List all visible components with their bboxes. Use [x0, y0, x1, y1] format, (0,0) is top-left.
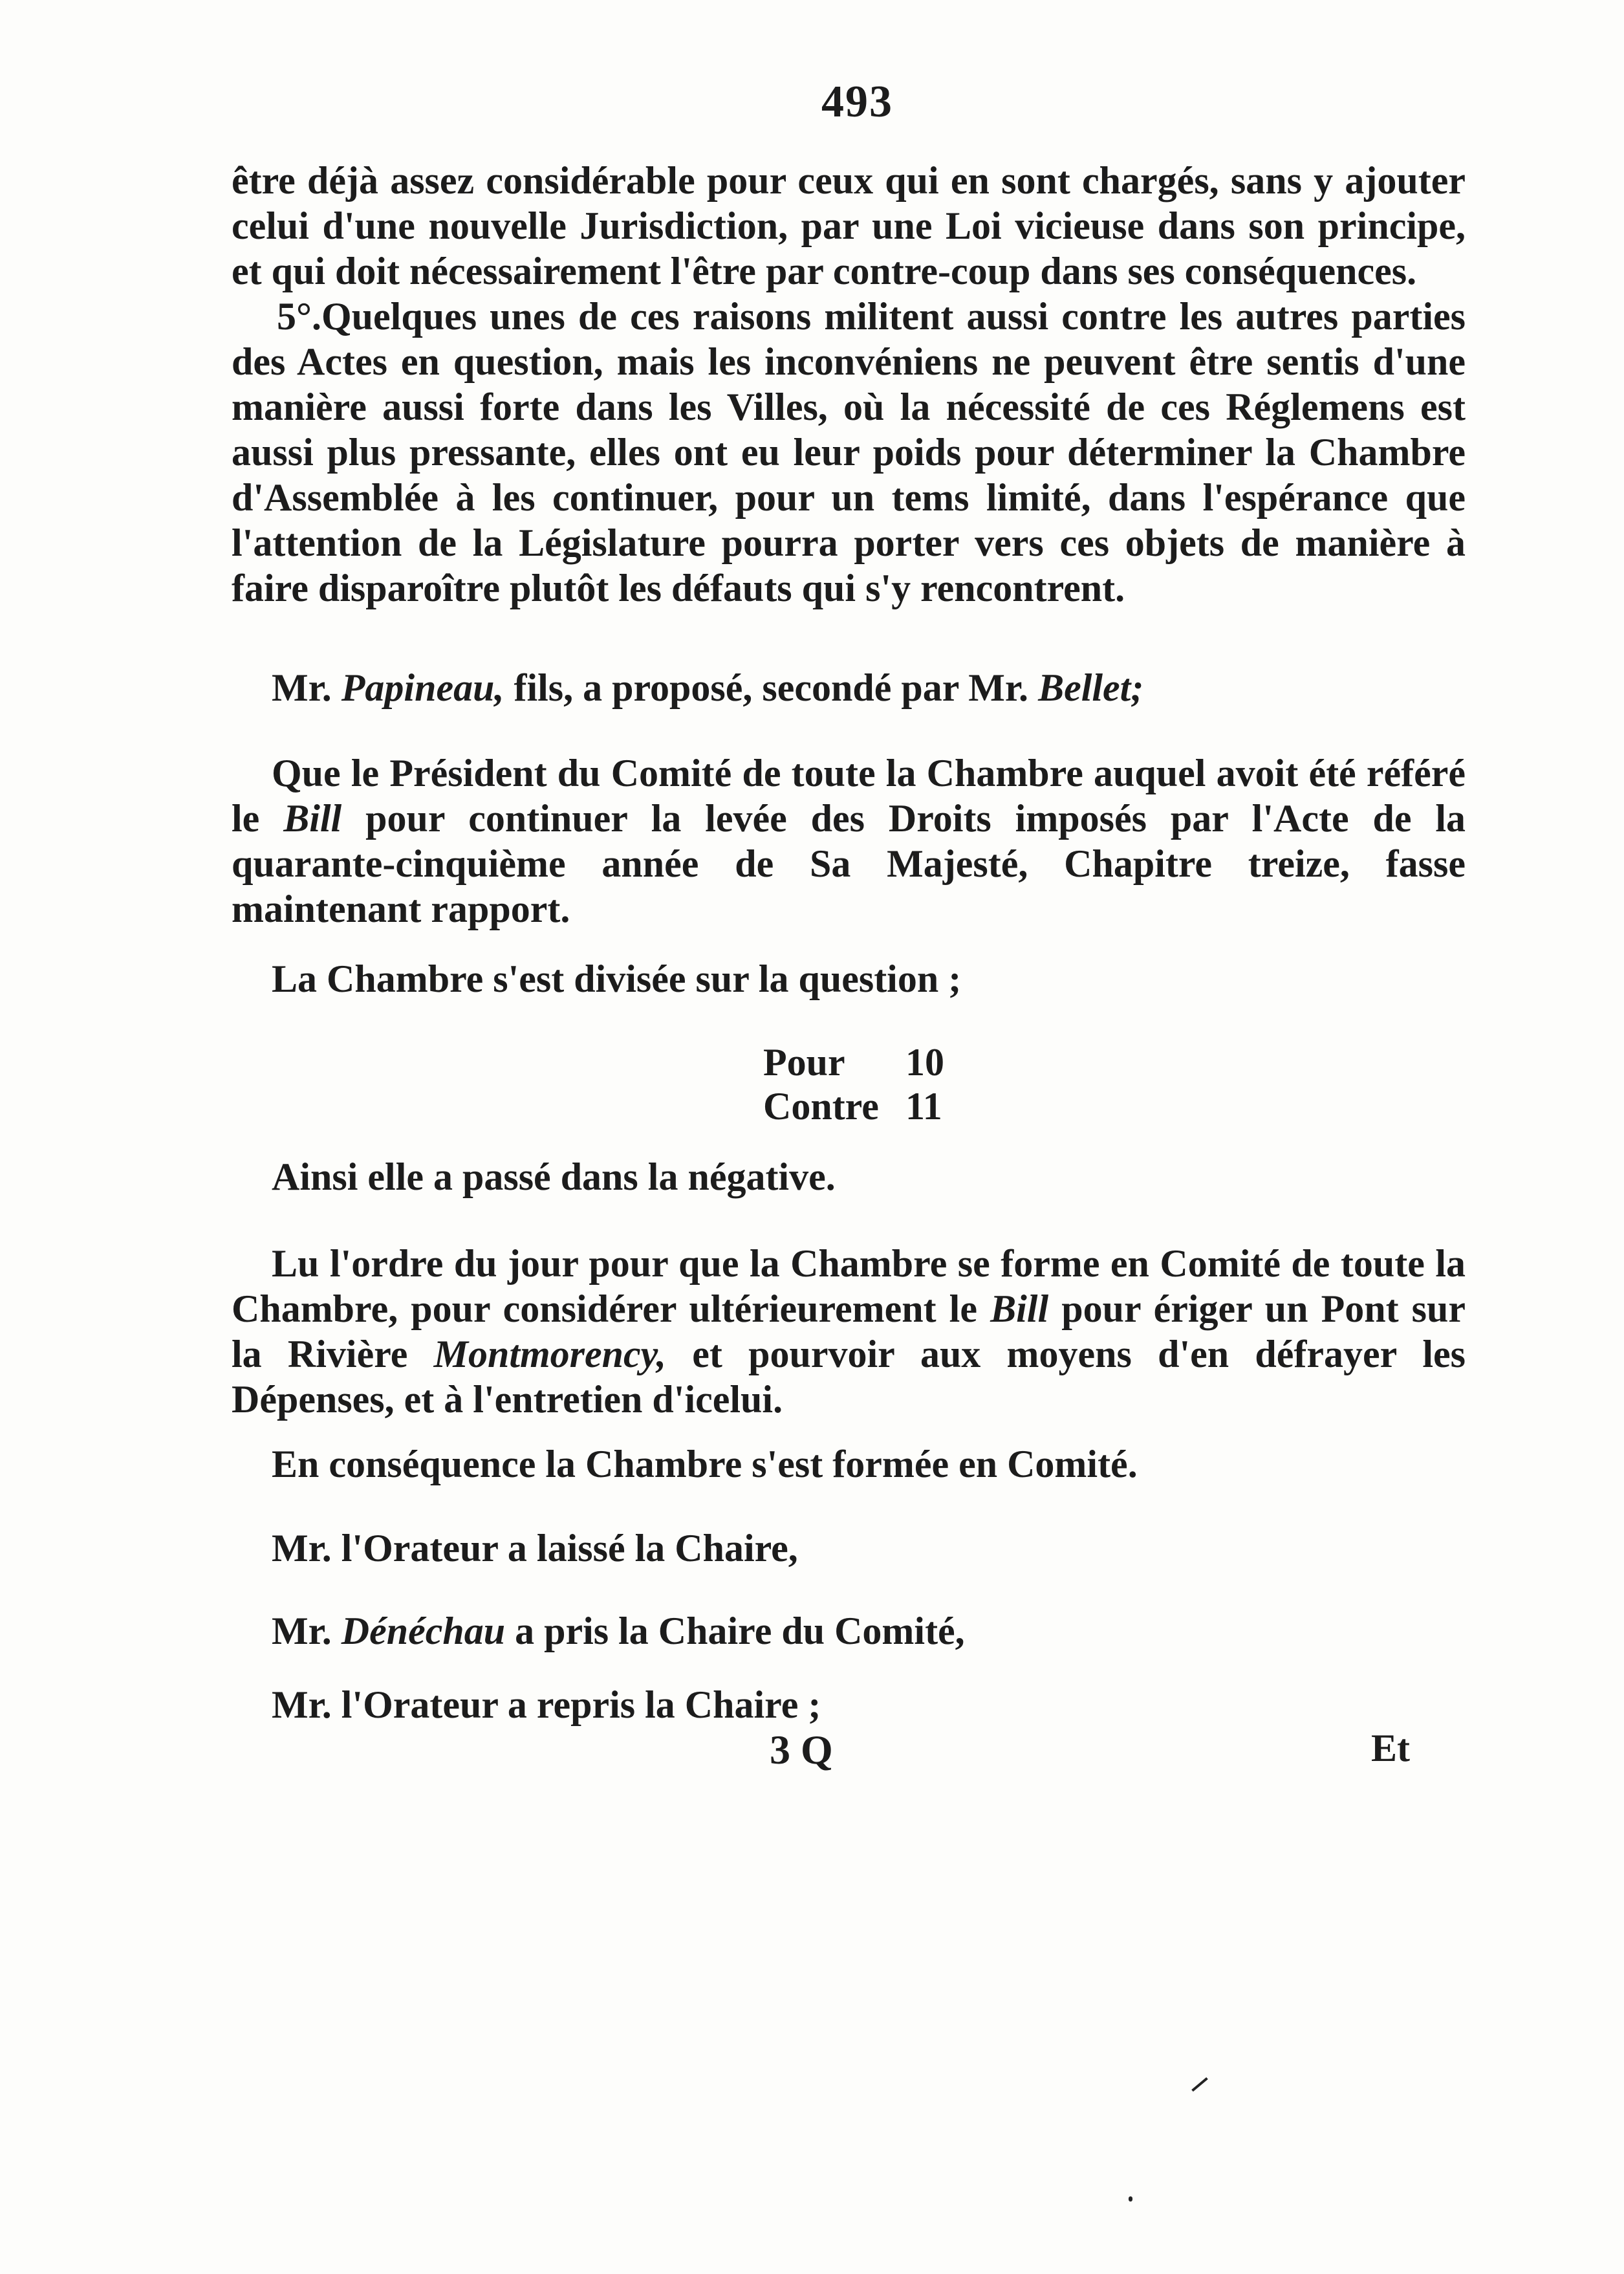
- motion-mover: Papineau,: [341, 666, 504, 709]
- chair-prefix: Mr.: [272, 1610, 332, 1652]
- vote-pour-value: 10: [905, 1041, 944, 1084]
- vote-contre-value: 11: [905, 1085, 942, 1128]
- ink-speck: [1129, 2196, 1132, 2202]
- order-bill: Bill: [990, 1287, 1049, 1330]
- order-before: Lu l'ordre du jour pour que la Chambre se forme en Comité de toute la Chambre, pour considérer ultérieurement le: [232, 1242, 1466, 1330]
- order-of-day: [232, 1241, 1466, 1422]
- motion-text-before: Que le Président du Comité de toute la Chambre auquel avoit été référé le: [232, 752, 1466, 840]
- chair-line: [272, 1608, 1506, 1654]
- signature-mark: 3 Q: [770, 1727, 833, 1773]
- vote-pour: [763, 1040, 944, 1085]
- negative-line: Ainsi elle a passé dans la négative.: [272, 1155, 836, 1198]
- paragraph-point-five: 5°.Quelques unes de ces raisons militent aussi contre les autres parties des Actes en question, mais les inconvéniens ne peuvent être sentis d'une manière aussi forte dans les Villes, où la nécessité de ces Réglemens est aussi plus pressante, elles ont eu leur poids pour déterminer la Chambre d'Assemblée à les continuer, pour un tems limité, dans l'espérance que l'attention de la Législature pourra porter vers ces objets de manière à faire disparoître plutôt les défauts qui s'y rencontrent.: [232, 295, 1466, 609]
- motion-line: [272, 665, 1506, 710]
- order-middle: pour ériger un Pont sur la Rivière: [232, 1287, 1466, 1375]
- vote-contre-label: Contre: [763, 1085, 879, 1128]
- chair-suffix: a pris la Chaire du Comité,: [515, 1610, 965, 1652]
- division-line: La Chambre s'est divisée sur la question ;: [272, 957, 962, 1000]
- chair-name: Dénéchau: [341, 1610, 506, 1652]
- opening-text: [232, 158, 1466, 611]
- speaker-resumed-line: Mr. l'Orateur a repris la Chaire ;: [272, 1683, 821, 1726]
- order-river: Montmorency,: [433, 1333, 667, 1375]
- paragraph-continuation: être déjà assez considérable pour ceux qui en sont chargés, sans y ajouter celui d'une nouvelle Jurisdiction, par une Loi vicieuse dans son principe, et qui doit nécessairement l'être par contre-coup dans ses conséquences.: [232, 159, 1466, 292]
- ink-speck: [1191, 2077, 1208, 2092]
- vote-contre: [763, 1084, 942, 1129]
- order-after: et pourvoir aux moyens d'en défrayer les Dépenses, et à l'entretien d'icelui.: [232, 1333, 1466, 1421]
- motion-text-after: pour continuer la levée des Droits imposés par l'Acte de la quarante-cinquième année de Sa Majesté, Chapitre treize, fasse maintenant rapport.: [232, 797, 1466, 930]
- speaker-left-line: Mr. l'Orateur a laissé la Chaire,: [272, 1527, 798, 1569]
- motion-text: [232, 750, 1466, 932]
- motion-middle: fils, a proposé, secondé par Mr.: [514, 666, 1029, 709]
- page-number: 493: [821, 77, 893, 127]
- committee-line: En conséquence la Chambre s'est formée en Comité.: [272, 1443, 1138, 1485]
- motion-seconder: Bellet;: [1038, 666, 1144, 709]
- motion-text-bill: Bill: [283, 797, 342, 840]
- vote-pour-label: Pour: [763, 1041, 845, 1084]
- motion-prefix: Mr.: [272, 666, 332, 709]
- catchword: Et: [1371, 1727, 1410, 1769]
